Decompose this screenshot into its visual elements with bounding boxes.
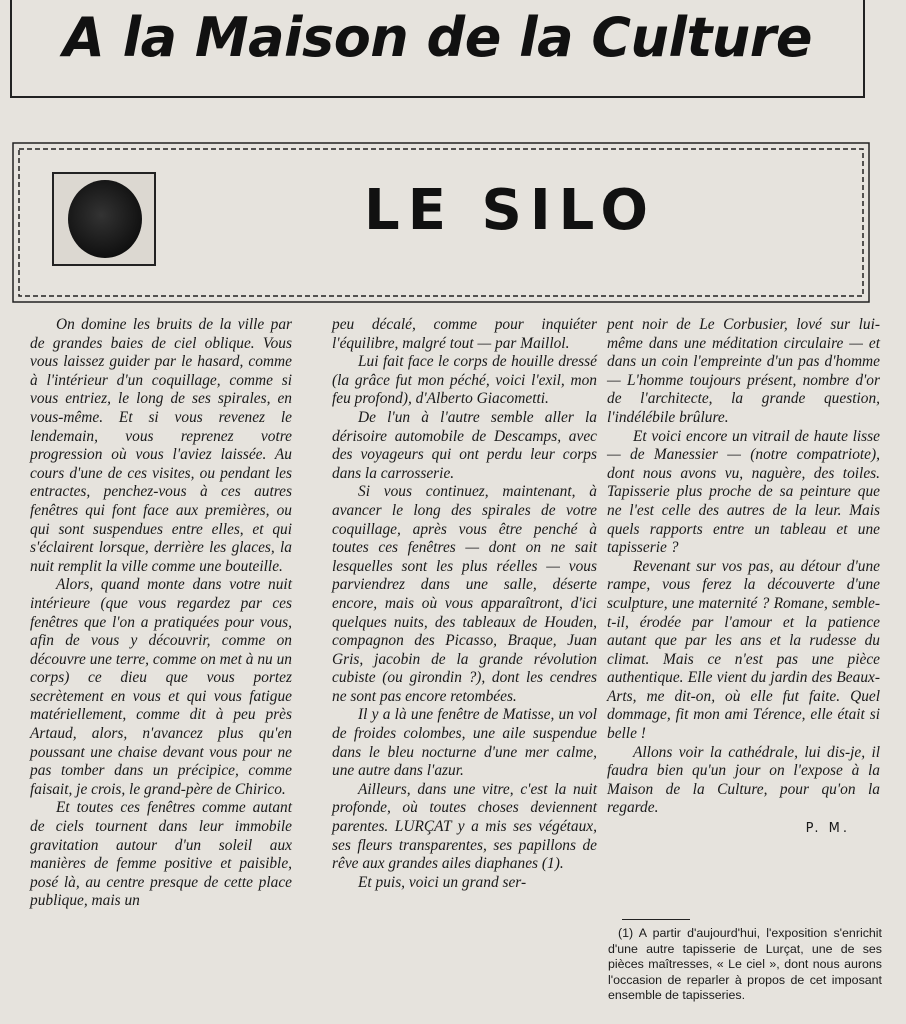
footnote-text: (1) A partir d'aujourd'hui, l'exposition s'enrichit d'une autre tapisserie de Lurçat, une de ses pièces maîtresses, « Le ciel », dont nous aurons l'occasion de reparler à propos de cet imposant ensemble de tapisseries. [608,926,882,1003]
footnote [608,926,882,1004]
paragraph: Revenant sur vos pas, au détour d'une rampe, vous ferez la découverte d'une sculpture, une maternité ? Romane, semble-t-il, érodée par l'amour et la patience autant que par les ans et la rudesse du climat. Mais ce n'est pas une pièce authentique. Elle vient du jardin des Beaux-Arts, me dit-on, où elle fut faite. Quel dommage, fit mon ami Térence, elle était si belle ! [607,557,880,743]
paragraph: Il y a là une fenêtre de Matisse, un vol de froides colombes, une aile suspendue dans le bleu nocturne d'une mer calme, une autre dans l'azur. [332,706,597,780]
paragraph: De l'un à l'autre semble aller la dérisoire automobile de Descamps, avec des voyageurs qui ont perdu leur corps dans la carrosserie. [332,408,597,482]
column-1 [30,316,292,911]
paragraph-continued: pent noir de Le Corbusier, lové sur lui-même dans une méditation circulaire — et dans un coin l'empreinte d'un pas d'homme — L'homme toujours présent, nombre d'or de l'architecte, la grande question, l'indélébile brûlure. [607,316,880,426]
logo-emblem [52,172,156,266]
headline: A la Maison de la Culture [63,6,812,69]
paragraph: Si vous continuez, maintenant, à avancer le long des spirales de votre coquillage, après vous être penché à toutes ces fenêtres — dont on ne sait lesquelles sont les plus réelles — vous parviendrez dans une salle, déserte encore, mais où vous apparaîtront, d'ici quelques nuits, des tableaux de Houden, compagnon des Picasso, Braque, Juan Gris, jacobin de la grande révolution cubiste (ou girondin ?), dont les cendres ne sont pas encore retombées. [332,483,597,705]
paragraph: Et toutes ces fenêtres comme autant de ciels tournent dans leur immobile gravitation autour d'un soleil aux manières de femme positive et paisible, posé là, au centre presque de cette place publique, mais un [30,799,292,910]
article-title: LE SILO [364,178,656,243]
signature: P. M. [805,821,850,837]
paragraph: On domine les bruits de la ville par de grandes baies de ciel oblique. Vous vous laissez guider par le hasard, comme à l'intérieur d'un coquillage, comme si vous entriez, le long de ses spirales, en vous-même. Et si vous revenez le lendemain, vous reprenez votre progression où vous l'aviez laissée. Au cours d'une de ces visites, ou pendant les entractes, penchez-vous à ces autres fenêtres qui font face aux premières, ou qui sont suspendues entre elles, et qui s'éclairent lorsque, derrière les glaces, la nuit remplit la ville comme une bouteille. [30,316,292,575]
paragraph: Et voici encore un vitrail de haute lisse — de Manessier — (notre compatriote), dont nous avons vu, naguère, des toiles. Tapisserie plus proche de sa peinture que ne l'est celle des autres de la leur. Mais quels rapports entre un tableau et une tapisserie ? [607,427,880,557]
paragraph: Ailleurs, dans une vitre, c'est la nuit profonde, où toutes choses deviennent parentes. LURÇAT y a mis ses végétaux, ses fleurs transparentes, ses papillons de rêve aux grandes ailes diaphanes (1). [332,780,597,873]
dark-disc-icon [68,180,142,258]
paragraph: Et puis, voici un grand ser- [358,873,527,891]
paragraph-continued: peu décalé, comme pour inquiéter l'équilibre, malgré tout — par Maillol. [332,316,597,352]
headline-frame [10,0,865,98]
paragraph: Lui fait face le corps de houille dressé (la grâce fut mon péché, voici l'exil, mon feu profond), d'Alberto Giacometti. [332,353,597,408]
paragraph: Alors, quand monte dans votre nuit intérieure (que vous regardez par ces fenêtres que l'on a pratiquées pour vous, afin de vous y découvrir, comme on découvre une terre, comme on met à nu un corps) ce dieu que vous portez secrètement en vous et qui vous fatigue matériellement, comme dit à peu près Artaud, alors, n'avancez plus qu'en poussant une chaise devant vous pour ne pas tomber dans un précipice, comme faisait, je crois, le grand-père de Chirico. [30,576,292,798]
paragraph: Allons voir la cathédrale, lui dis-je, il faudra bien qu'un jour on l'expose à la Maison de la Culture, pour qu'on la regarde. [607,743,880,817]
column-3 [607,316,880,839]
footnote-rule [622,919,690,920]
column-2 [332,316,597,892]
